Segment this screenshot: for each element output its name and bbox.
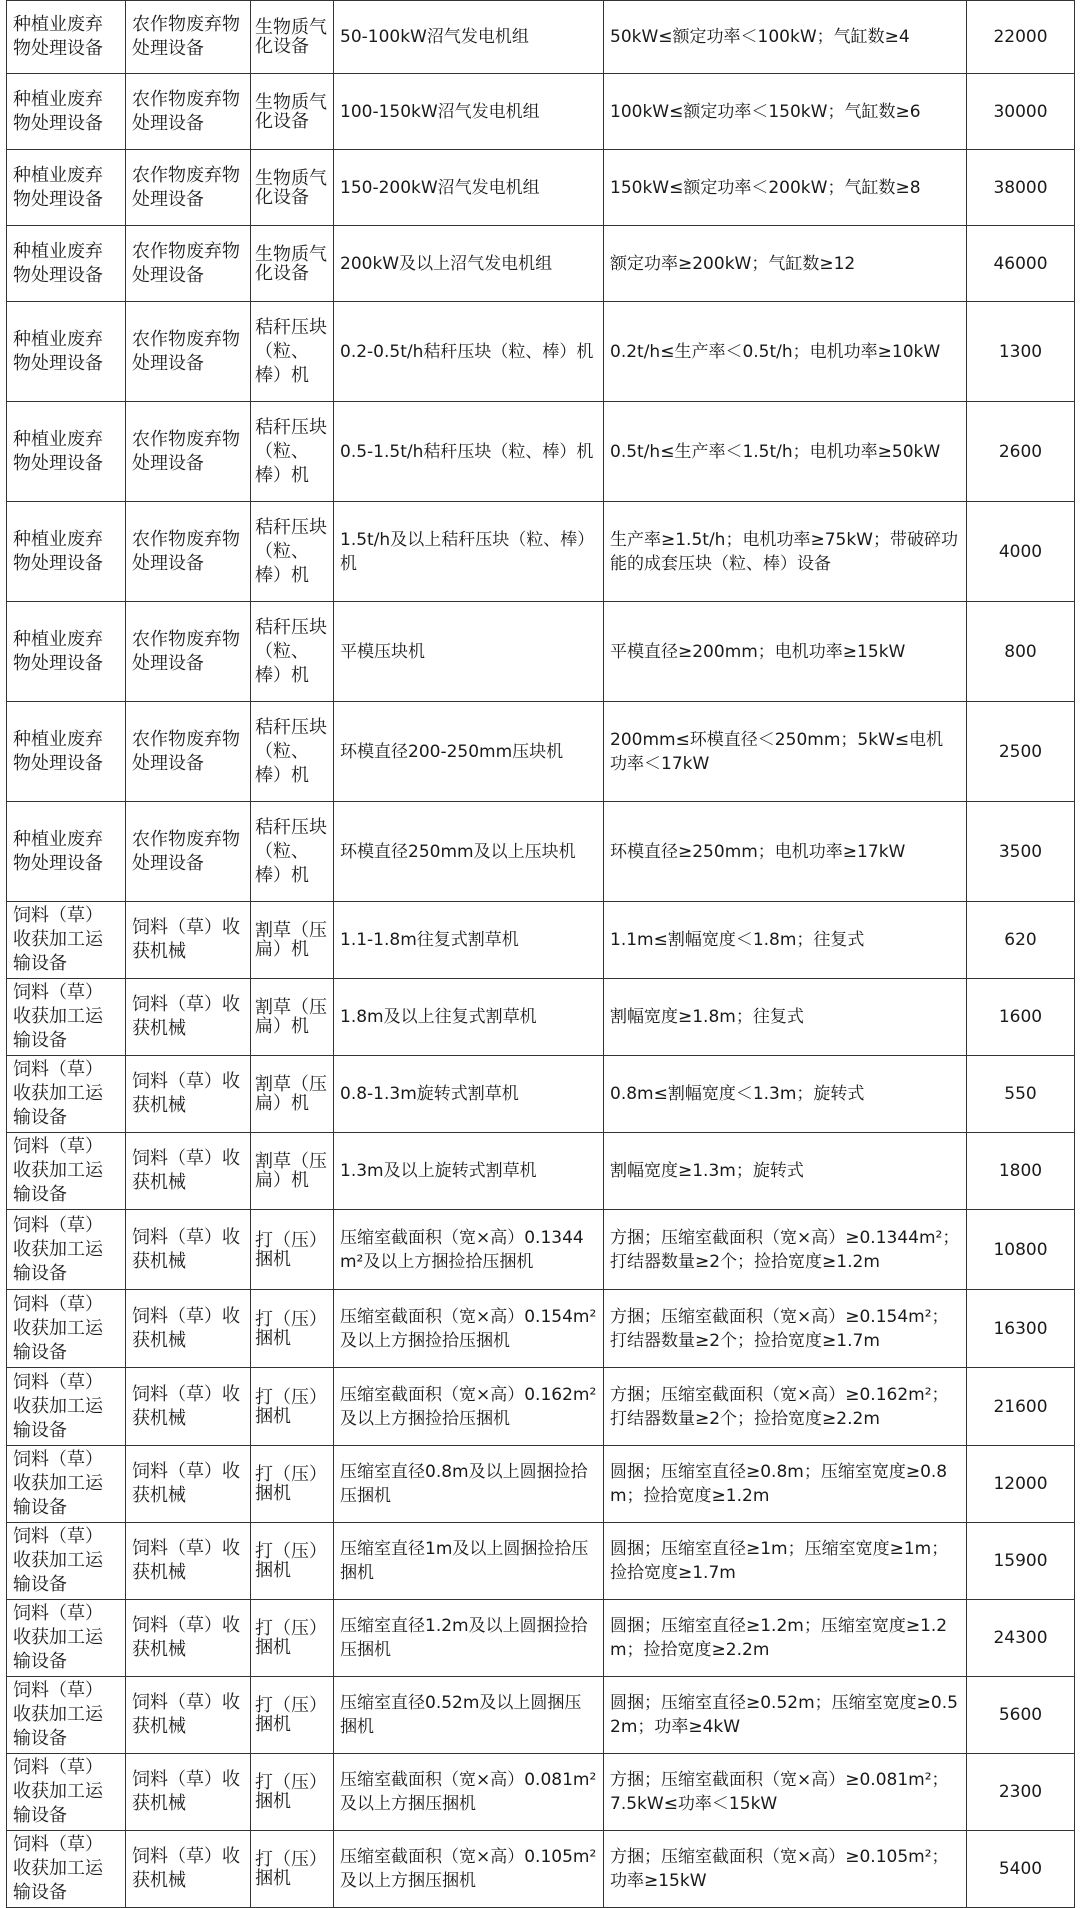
cell-spec: 生产率≥1.5t/h；电机功率≥75kW；带破碎功能的成套压块（粒、棒）设备 (604, 502, 967, 602)
table-row (7, 979, 1075, 1056)
cell-amount: 5600 (967, 1677, 1075, 1754)
cell-amount: 2500 (967, 702, 1075, 802)
cell-subcategory: 农作物废弃物处理设备 (126, 302, 251, 402)
cell-grade: 0.2-0.5t/h秸秆压块（粒、棒）机 (334, 302, 604, 402)
cell-amount: 38000 (967, 150, 1075, 226)
cell-category: 饲料（草）收获加工运输设备 (7, 1446, 126, 1523)
cell-category: 种植业废弃物处理设备 (7, 402, 126, 502)
cell-category: 饲料（草）收获加工运输设备 (7, 1523, 126, 1600)
cell-spec: 方捆；压缩室截面积（宽×高）≥0.154m²；打结器数量≥2个；捡拾宽度≥1.7m (604, 1290, 967, 1368)
table-row (7, 1133, 1075, 1210)
cell-category: 饲料（草）收获加工运输设备 (7, 902, 126, 979)
cell-spec: 0.5t/h≤生产率＜1.5t/h；电机功率≥50kW (604, 402, 967, 502)
cell-grade: 压缩室截面积（宽×高）0.154m²及以上方捆捡拾压捆机 (334, 1290, 604, 1368)
cell-amount: 1600 (967, 979, 1075, 1056)
cell-item: 割草（压扁）机 (251, 1056, 334, 1133)
cell-amount: 2600 (967, 402, 1075, 502)
cell-subcategory: 饲料（草）收获机械 (126, 979, 251, 1056)
cell-item: 秸秆压块（粒、棒）机 (251, 502, 334, 602)
cell-grade: 平模压块机 (334, 602, 604, 702)
cell-spec: 割幅宽度≥1.3m；旋转式 (604, 1133, 967, 1210)
cell-spec: 圆捆；压缩室直径≥0.8m；压缩室宽度≥0.8m；捡拾宽度≥1.2m (604, 1446, 967, 1523)
cell-category: 种植业废弃物处理设备 (7, 74, 126, 150)
cell-category: 饲料（草）收获加工运输设备 (7, 1600, 126, 1677)
cell-item: 生物质气化设备 (251, 74, 334, 150)
cell-grade: 0.5-1.5t/h秸秆压块（粒、棒）机 (334, 402, 604, 502)
cell-subcategory: 农作物废弃物处理设备 (126, 502, 251, 602)
cell-grade: 环模直径200-250mm压块机 (334, 702, 604, 802)
cell-amount: 2300 (967, 1754, 1075, 1831)
cell-spec: 200mm≤环模直径＜250mm；5kW≤电机功率＜17kW (604, 702, 967, 802)
cell-category: 种植业废弃物处理设备 (7, 802, 126, 902)
cell-category: 种植业废弃物处理设备 (7, 702, 126, 802)
cell-spec: 圆捆；压缩室直径≥1.2m；压缩室宽度≥1.2m；捡拾宽度≥2.2m (604, 1600, 967, 1677)
table-row (7, 226, 1075, 302)
cell-spec: 100kW≤额定功率＜150kW；气缸数≥6 (604, 74, 967, 150)
cell-spec: 圆捆；压缩室直径≥0.52m；压缩室宽度≥0.52m；功率≥4kW (604, 1677, 967, 1754)
table-row (7, 602, 1075, 702)
cell-spec: 0.2t/h≤生产率＜0.5t/h；电机功率≥10kW (604, 302, 967, 402)
cell-subcategory: 饲料（草）收获机械 (126, 1133, 251, 1210)
cell-item: 秸秆压块（粒、棒）机 (251, 802, 334, 902)
cell-category: 种植业废弃物处理设备 (7, 602, 126, 702)
cell-subcategory: 农作物废弃物处理设备 (126, 702, 251, 802)
table-row (7, 802, 1075, 902)
cell-category: 种植业废弃物处理设备 (7, 150, 126, 226)
cell-category: 饲料（草）收获加工运输设备 (7, 1754, 126, 1831)
table-row (7, 1677, 1075, 1754)
table-row (7, 1056, 1075, 1133)
table-row (7, 150, 1075, 226)
cell-grade: 150-200kW沼气发电机组 (334, 150, 604, 226)
cell-item: 生物质气化设备 (251, 150, 334, 226)
table-row (7, 702, 1075, 802)
cell-category: 种植业废弃物处理设备 (7, 302, 126, 402)
cell-item: 秸秆压块（粒、棒）机 (251, 702, 334, 802)
table-row (7, 402, 1075, 502)
cell-amount: 5400 (967, 1831, 1075, 1908)
cell-grade: 压缩室直径0.52m及以上圆捆压捆机 (334, 1677, 604, 1754)
cell-subcategory: 饲料（草）收获机械 (126, 1523, 251, 1600)
subsidy-table (6, 0, 1075, 1908)
cell-subcategory: 饲料（草）收获机械 (126, 1754, 251, 1831)
cell-subcategory: 农作物废弃物处理设备 (126, 802, 251, 902)
cell-spec: 额定功率≥200kW；气缸数≥12 (604, 226, 967, 302)
cell-amount: 800 (967, 602, 1075, 702)
cell-item: 打（压）捆机 (251, 1677, 334, 1754)
table-row (7, 1290, 1075, 1368)
cell-grade: 压缩室截面积（宽×高）0.081m²及以上方捆压捆机 (334, 1754, 604, 1831)
cell-category: 饲料（草）收获加工运输设备 (7, 1133, 126, 1210)
cell-amount: 10800 (967, 1210, 1075, 1290)
cell-item: 打（压）捆机 (251, 1210, 334, 1290)
cell-subcategory: 农作物废弃物处理设备 (126, 74, 251, 150)
cell-grade: 环模直径250mm及以上压块机 (334, 802, 604, 902)
cell-subcategory: 饲料（草）收获机械 (126, 902, 251, 979)
cell-amount: 21600 (967, 1368, 1075, 1446)
cell-spec: 50kW≤额定功率＜100kW；气缸数≥4 (604, 1, 967, 74)
cell-item: 打（压）捆机 (251, 1831, 334, 1908)
cell-grade: 1.5t/h及以上秸秆压块（粒、棒）机 (334, 502, 604, 602)
cell-item: 打（压）捆机 (251, 1446, 334, 1523)
cell-category: 种植业废弃物处理设备 (7, 502, 126, 602)
table-row (7, 1368, 1075, 1446)
cell-spec: 割幅宽度≥1.8m；往复式 (604, 979, 967, 1056)
table-row (7, 1446, 1075, 1523)
cell-category: 饲料（草）收获加工运输设备 (7, 1056, 126, 1133)
cell-spec: 方捆；压缩室截面积（宽×高）≥0.105m²；功率≥15kW (604, 1831, 967, 1908)
cell-subcategory: 饲料（草）收获机械 (126, 1600, 251, 1677)
cell-subcategory: 饲料（草）收获机械 (126, 1446, 251, 1523)
table-row (7, 1831, 1075, 1908)
cell-item: 割草（压扁）机 (251, 979, 334, 1056)
cell-spec: 1.1m≤割幅宽度＜1.8m；往复式 (604, 902, 967, 979)
table-row (7, 1210, 1075, 1290)
cell-item: 割草（压扁）机 (251, 902, 334, 979)
cell-category: 饲料（草）收获加工运输设备 (7, 1677, 126, 1754)
cell-subcategory: 农作物废弃物处理设备 (126, 150, 251, 226)
cell-category: 饲料（草）收获加工运输设备 (7, 1290, 126, 1368)
cell-subcategory: 饲料（草）收获机械 (126, 1677, 251, 1754)
cell-item: 打（压）捆机 (251, 1523, 334, 1600)
cell-category: 饲料（草）收获加工运输设备 (7, 1368, 126, 1446)
cell-grade: 0.8-1.3m旋转式割草机 (334, 1056, 604, 1133)
table-row (7, 502, 1075, 602)
cell-spec: 环模直径≥250mm；电机功率≥17kW (604, 802, 967, 902)
cell-grade: 1.3m及以上旋转式割草机 (334, 1133, 604, 1210)
cell-amount: 16300 (967, 1290, 1075, 1368)
cell-subcategory: 农作物废弃物处理设备 (126, 1, 251, 74)
cell-subcategory: 饲料（草）收获机械 (126, 1831, 251, 1908)
cell-subcategory: 农作物废弃物处理设备 (126, 602, 251, 702)
cell-spec: 方捆；压缩室截面积（宽×高）≥0.081m²；7.5kW≤功率＜15kW (604, 1754, 967, 1831)
cell-subcategory: 农作物废弃物处理设备 (126, 226, 251, 302)
cell-grade: 1.1-1.8m往复式割草机 (334, 902, 604, 979)
cell-spec: 圆捆；压缩室直径≥1m；压缩室宽度≥1m；捡拾宽度≥1.7m (604, 1523, 967, 1600)
cell-item: 割草（压扁）机 (251, 1133, 334, 1210)
cell-amount: 550 (967, 1056, 1075, 1133)
cell-item: 秸秆压块（粒、棒）机 (251, 402, 334, 502)
cell-subcategory: 农作物废弃物处理设备 (126, 402, 251, 502)
cell-grade: 50-100kW沼气发电机组 (334, 1, 604, 74)
cell-item: 秸秆压块（粒、棒）机 (251, 302, 334, 402)
cell-item: 生物质气化设备 (251, 226, 334, 302)
cell-item: 打（压）捆机 (251, 1600, 334, 1677)
cell-amount: 22000 (967, 1, 1075, 74)
cell-spec: 方捆；压缩室截面积（宽×高）≥0.1344m²；打结器数量≥2个；捡拾宽度≥1.2m (604, 1210, 967, 1290)
table-row (7, 1754, 1075, 1831)
cell-grade: 200kW及以上沼气发电机组 (334, 226, 604, 302)
cell-item: 打（压）捆机 (251, 1754, 334, 1831)
cell-category: 种植业废弃物处理设备 (7, 226, 126, 302)
cell-item: 生物质气化设备 (251, 1, 334, 74)
cell-spec: 平模直径≥200mm；电机功率≥15kW (604, 602, 967, 702)
cell-grade: 100-150kW沼气发电机组 (334, 74, 604, 150)
cell-subcategory: 饲料（草）收获机械 (126, 1056, 251, 1133)
cell-grade: 压缩室截面积（宽×高）0.105m²及以上方捆压捆机 (334, 1831, 604, 1908)
table-row (7, 902, 1075, 979)
cell-amount: 24300 (967, 1600, 1075, 1677)
cell-item: 打（压）捆机 (251, 1290, 334, 1368)
cell-amount: 46000 (967, 226, 1075, 302)
cell-subcategory: 饲料（草）收获机械 (126, 1210, 251, 1290)
cell-spec: 方捆；压缩室截面积（宽×高）≥0.162m²；打结器数量≥2个；捡拾宽度≥2.2m (604, 1368, 967, 1446)
cell-amount: 15900 (967, 1523, 1075, 1600)
cell-grade: 压缩室直径1.2m及以上圆捆捡拾压捆机 (334, 1600, 604, 1677)
cell-grade: 压缩室直径0.8m及以上圆捆捡拾压捆机 (334, 1446, 604, 1523)
cell-amount: 620 (967, 902, 1075, 979)
table-row (7, 1523, 1075, 1600)
cell-subcategory: 饲料（草）收获机械 (126, 1368, 251, 1446)
table-row (7, 1600, 1075, 1677)
cell-amount: 1800 (967, 1133, 1075, 1210)
cell-category: 饲料（草）收获加工运输设备 (7, 979, 126, 1056)
cell-grade: 压缩室截面积（宽×高）0.162m²及以上方捆捡拾压捆机 (334, 1368, 604, 1446)
cell-grade: 1.8m及以上往复式割草机 (334, 979, 604, 1056)
cell-category: 饲料（草）收获加工运输设备 (7, 1831, 126, 1908)
cell-category: 饲料（草）收获加工运输设备 (7, 1210, 126, 1290)
cell-item: 打（压）捆机 (251, 1368, 334, 1446)
cell-subcategory: 饲料（草）收获机械 (126, 1290, 251, 1368)
table-body (7, 1, 1075, 1908)
cell-amount: 30000 (967, 74, 1075, 150)
cell-amount: 3500 (967, 802, 1075, 902)
cell-spec: 150kW≤额定功率＜200kW；气缸数≥8 (604, 150, 967, 226)
cell-category: 种植业废弃物处理设备 (7, 1, 126, 74)
cell-amount: 4000 (967, 502, 1075, 602)
cell-amount: 12000 (967, 1446, 1075, 1523)
table-row (7, 74, 1075, 150)
table-row (7, 1, 1075, 74)
cell-grade: 压缩室截面积（宽×高）0.1344m²及以上方捆捡拾压捆机 (334, 1210, 604, 1290)
table-row (7, 302, 1075, 402)
cell-grade: 压缩室直径1m及以上圆捆捡拾压捆机 (334, 1523, 604, 1600)
cell-item: 秸秆压块（粒、棒）机 (251, 602, 334, 702)
cell-amount: 1300 (967, 302, 1075, 402)
cell-spec: 0.8m≤割幅宽度＜1.3m；旋转式 (604, 1056, 967, 1133)
